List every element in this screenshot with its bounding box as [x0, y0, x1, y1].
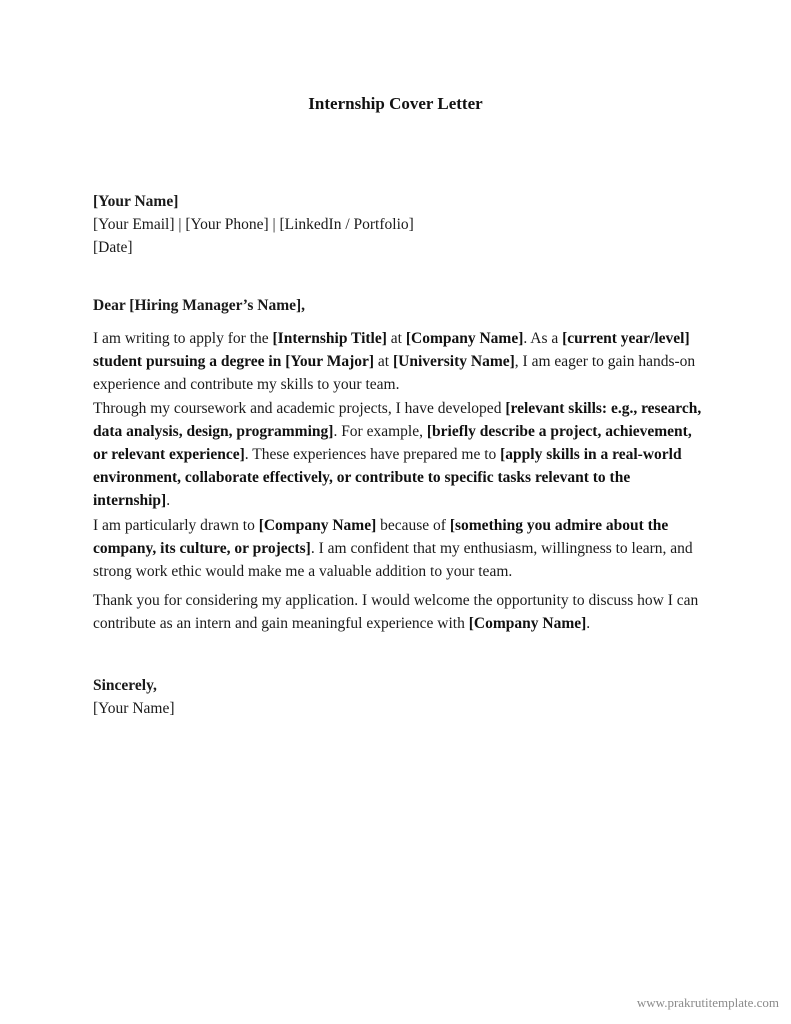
- signoff: Sincerely,: [93, 677, 157, 694]
- paragraph-motivation: [93, 514, 703, 583]
- paragraph-skills: [93, 397, 703, 512]
- body-text: , I am eager to gain hands-on experience and contribute my skills to your team.: [93, 353, 696, 393]
- body-text: . These experiences have prepared me to: [244, 446, 501, 463]
- placeholder-text: [relevant skills: e.g., research, data analysis, design, programming]: [93, 400, 702, 440]
- closing-block: [93, 674, 703, 720]
- watermark-link[interactable]: www.prakrutitemplate.com: [636, 995, 779, 1010]
- placeholder-text: [Company Name]: [405, 330, 524, 347]
- body-text: Through my coursework and academic projects, I have developed: [93, 400, 506, 417]
- signature-name: [Your Name]: [93, 700, 175, 717]
- body-text: I am writing to apply for the: [93, 330, 273, 347]
- body-text: . I am confident that my enthusiasm, willingness to learn, and strong work ethic would make me a valuable addition to your team.: [93, 540, 693, 580]
- placeholder-text: [current year/level] student pursuing a degree in [Your Major]: [93, 330, 690, 370]
- body-text: I am particularly drawn to: [93, 517, 259, 534]
- letter-date: [Date]: [93, 239, 133, 256]
- sender-block: [93, 190, 703, 259]
- body-text: Thank you for considering my application. I would welcome the opportunity to discuss how I can contribute as an intern and gain meaningful experience with: [93, 592, 699, 632]
- salutation: Dear [Hiring Manager’s Name],: [93, 297, 306, 314]
- placeholder-text: [something you admire about the company, its culture, or projects]: [93, 517, 669, 557]
- placeholder-text: [briefly describe a project, achievement, or relevant experience]: [93, 423, 692, 463]
- body-text: at: [386, 330, 406, 347]
- paragraph-intro: [93, 327, 703, 396]
- body-text: .: [586, 615, 591, 632]
- body-text: at: [374, 353, 393, 370]
- document-title: Internship Cover Letter: [308, 94, 483, 113]
- placeholder-text: [apply skills in a real-world environment, collaborate effectively, or contribute to specific tasks relevant to the internship]: [93, 446, 682, 509]
- placeholder-text: [Internship Title]: [272, 330, 387, 347]
- body-text: . For example,: [333, 423, 427, 440]
- sender-name: [Your Name]: [93, 193, 179, 210]
- placeholder-text: [Company Name]: [468, 615, 587, 632]
- sender-contact: [Your Email] | [Your Phone] | [LinkedIn / Portfolio]: [93, 216, 414, 233]
- placeholder-text: [University Name]: [392, 353, 515, 370]
- body-text: .: [166, 492, 171, 509]
- body-text: because of: [376, 517, 450, 534]
- placeholder-text: [Company Name]: [258, 517, 377, 534]
- body-text: . As a: [523, 330, 563, 347]
- paragraph-closing: [93, 589, 703, 635]
